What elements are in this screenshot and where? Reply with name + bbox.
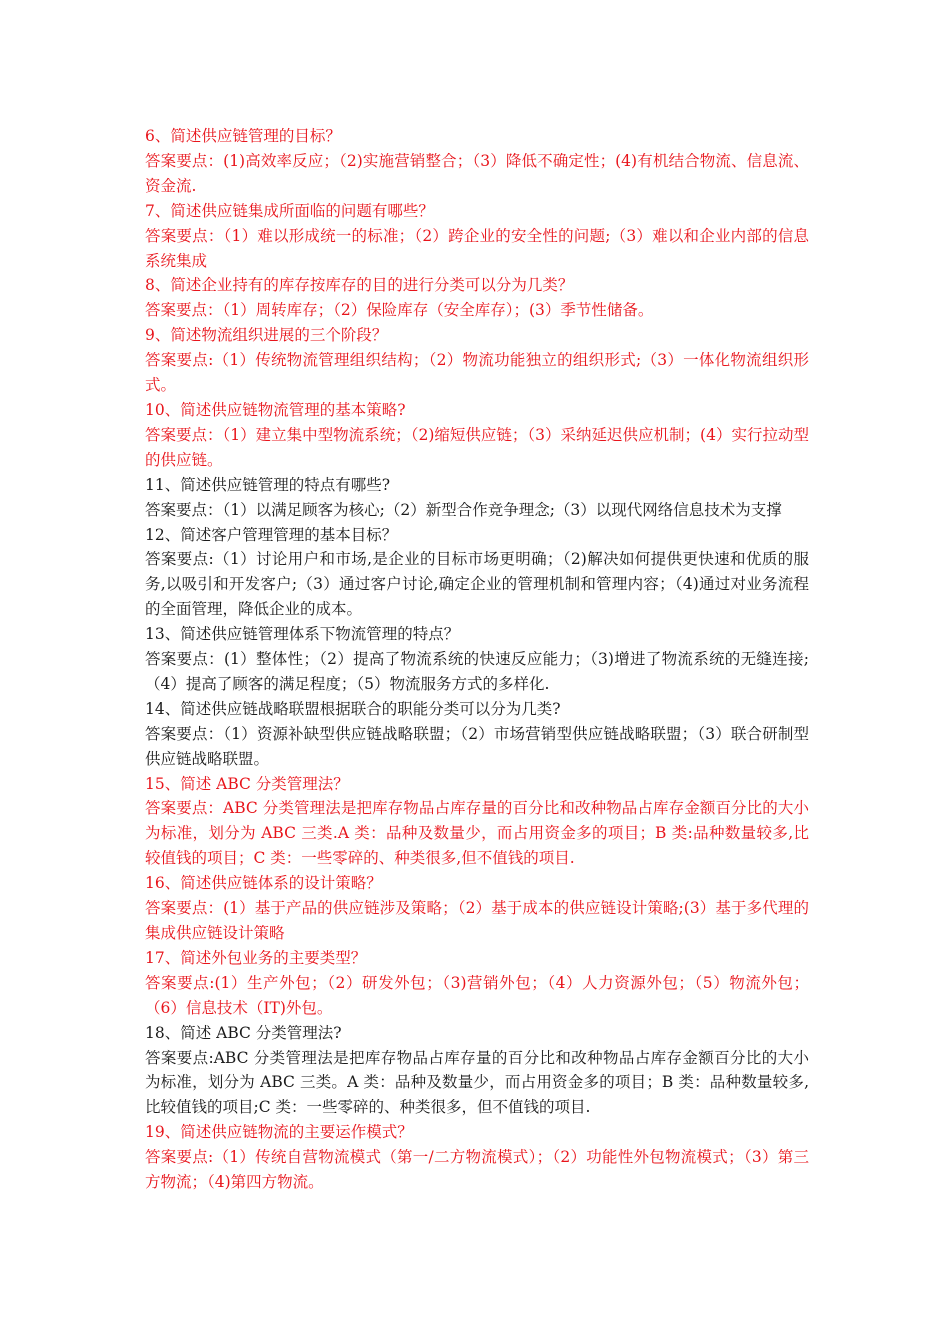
- question-15: 15、简述 ABC 分类管理法？: [145, 774, 349, 793]
- qa-item-15: [145, 772, 809, 872]
- qa-item-10: [145, 398, 809, 473]
- qa-item-14: [145, 697, 809, 772]
- answer-15: 答案要点：ABC 分类管理法是把库存物品占库存量的百分比和改种物品占库存金额百分比的大小为标准，划分为 ABC 三类.A 类：品种及数量少，而占用资金多的项目；B 类:品种数量较多,比较值钱的项目；C 类：一些零碎的、种类很多,但不值钱的项目.: [145, 799, 809, 868]
- question-8: 8、简述企业持有的库存按库存的目的进行分类可以分为几类？: [145, 276, 574, 295]
- qa-item-9: [145, 323, 809, 398]
- answer-8: 答案要点：（1）周转库存；（2）保险库存（安全库存）；(3）季节性储备。: [145, 301, 654, 320]
- qa-item-8: [145, 273, 809, 323]
- answer-13: 答案要点：(1）整体性；（2）提高了物流系统的快速反应能力；（3)增进了物流系统的无缝连接;（4）提高了顾客的满足程度；（5）物流服务方式的多样化.: [145, 650, 809, 693]
- question-7: 7、简述供应链集成所面临的问题有哪些？: [145, 201, 434, 220]
- qa-item-17: [145, 946, 809, 1021]
- question-14: 14、简述供应链战略联盟根据联合的职能分类可以分为几类?: [145, 699, 561, 718]
- qa-list: [145, 124, 809, 1195]
- qa-item-7: [145, 199, 809, 274]
- qa-item-6: [145, 124, 809, 199]
- qa-item-19: [145, 1120, 809, 1195]
- answer-19: 答案要点:（1）传统自营物流模式（第一/二方物流模式）；（2）功能性外包物流模式；（3）第三方物流；（4)第四方物流。: [145, 1148, 809, 1192]
- answer-18: 答案要点:ABC 分类管理法是把库存物品占库存量的百分比和改种物品占库存金额百分比的大小为标准，划分为 ABC 三类。A 类：品种及数量少，而占用资金多的项目；B 类：品种数量较多,比较值钱的项目;C 类：一些零碎的、种类很多，但不值钱的项目.: [145, 1048, 809, 1117]
- question-18: 18、简述 ABC 分类管理法?: [145, 1023, 342, 1042]
- answer-11: 答案要点：（1）以满足顾客为核心;（2）新型合作竞争理念;（3）以现代网络信息技术为支撑: [145, 500, 782, 519]
- answer-9: 答案要点:（1）传统物流管理组织结构；（2）物流功能独立的组织形式;（3）一体化物流组织形式。: [145, 351, 809, 395]
- question-17: 17、简述外包业务的主要类型？: [145, 948, 367, 967]
- question-12: 12、简述客户管理管理的基本目标？: [145, 525, 398, 544]
- question-9: 9、简述物流组织进展的三个阶段？: [145, 326, 388, 345]
- question-11: 11、简述供应链管理的特点有哪些?: [145, 475, 391, 494]
- question-19: 19、简述供应链物流的主要运作模式？: [145, 1123, 413, 1142]
- question-16: 16、简述供应链体系的设计策略？: [145, 874, 382, 893]
- answer-6: 答案要点：(1)高效率反应；（2)实施营销整合；（3）降低不确定性；(4)有机结合物流、信息流、资金流.: [145, 151, 809, 195]
- answer-16: 答案要点：(1）基于产品的供应链涉及策略；（2）基于成本的供应链设计策略;(3）基于多代理的集成供应链设计策略: [145, 899, 809, 942]
- qa-item-11: [145, 473, 809, 523]
- qa-item-12: [145, 523, 809, 623]
- answer-12: 答案要点:（1）讨论用户和市场,是企业的目标市场更明确；（2)解决如何提供更快速和优质的服务,以吸引和开发客户;（3）通过客户讨论,确定企业的管理机制和管理内容；（4)通过对业务流程的全面管理，降低企业的成本。: [145, 550, 809, 619]
- question-6: 6、简述供应链管理的目标？: [145, 127, 341, 145]
- qa-item-13: [145, 622, 809, 697]
- answer-7: 答案要点：（1）难以形成统一的标准；（2）跨企业的安全性的问题;（3）难以和企业内部的信息系统集成: [145, 226, 809, 270]
- answer-17: 答案要点:(1）生产外包；（2）研发外包；（3)营销外包；（4）人力资源外包；（5）物流外包；（6）信息技术（IT)外包。: [145, 973, 809, 1017]
- qa-item-16: [145, 871, 809, 946]
- question-13: 13、简述供应链管理体系下物流管理的特点？: [145, 625, 460, 644]
- qa-item-18: [145, 1021, 809, 1121]
- question-10: 10、简述供应链物流管理的基本策略?: [145, 400, 406, 419]
- answer-10: 答案要点：（1）建立集中型物流系统；（2)缩短供应链；（3）采纳延迟供应机制；(4）实行拉动型的供应链。: [145, 425, 809, 469]
- answer-14: 答案要点：（1）资源补缺型供应链战略联盟；（2）市场营销型供应链战略联盟；（3）联合研制型供应链战略联盟。: [145, 724, 809, 768]
